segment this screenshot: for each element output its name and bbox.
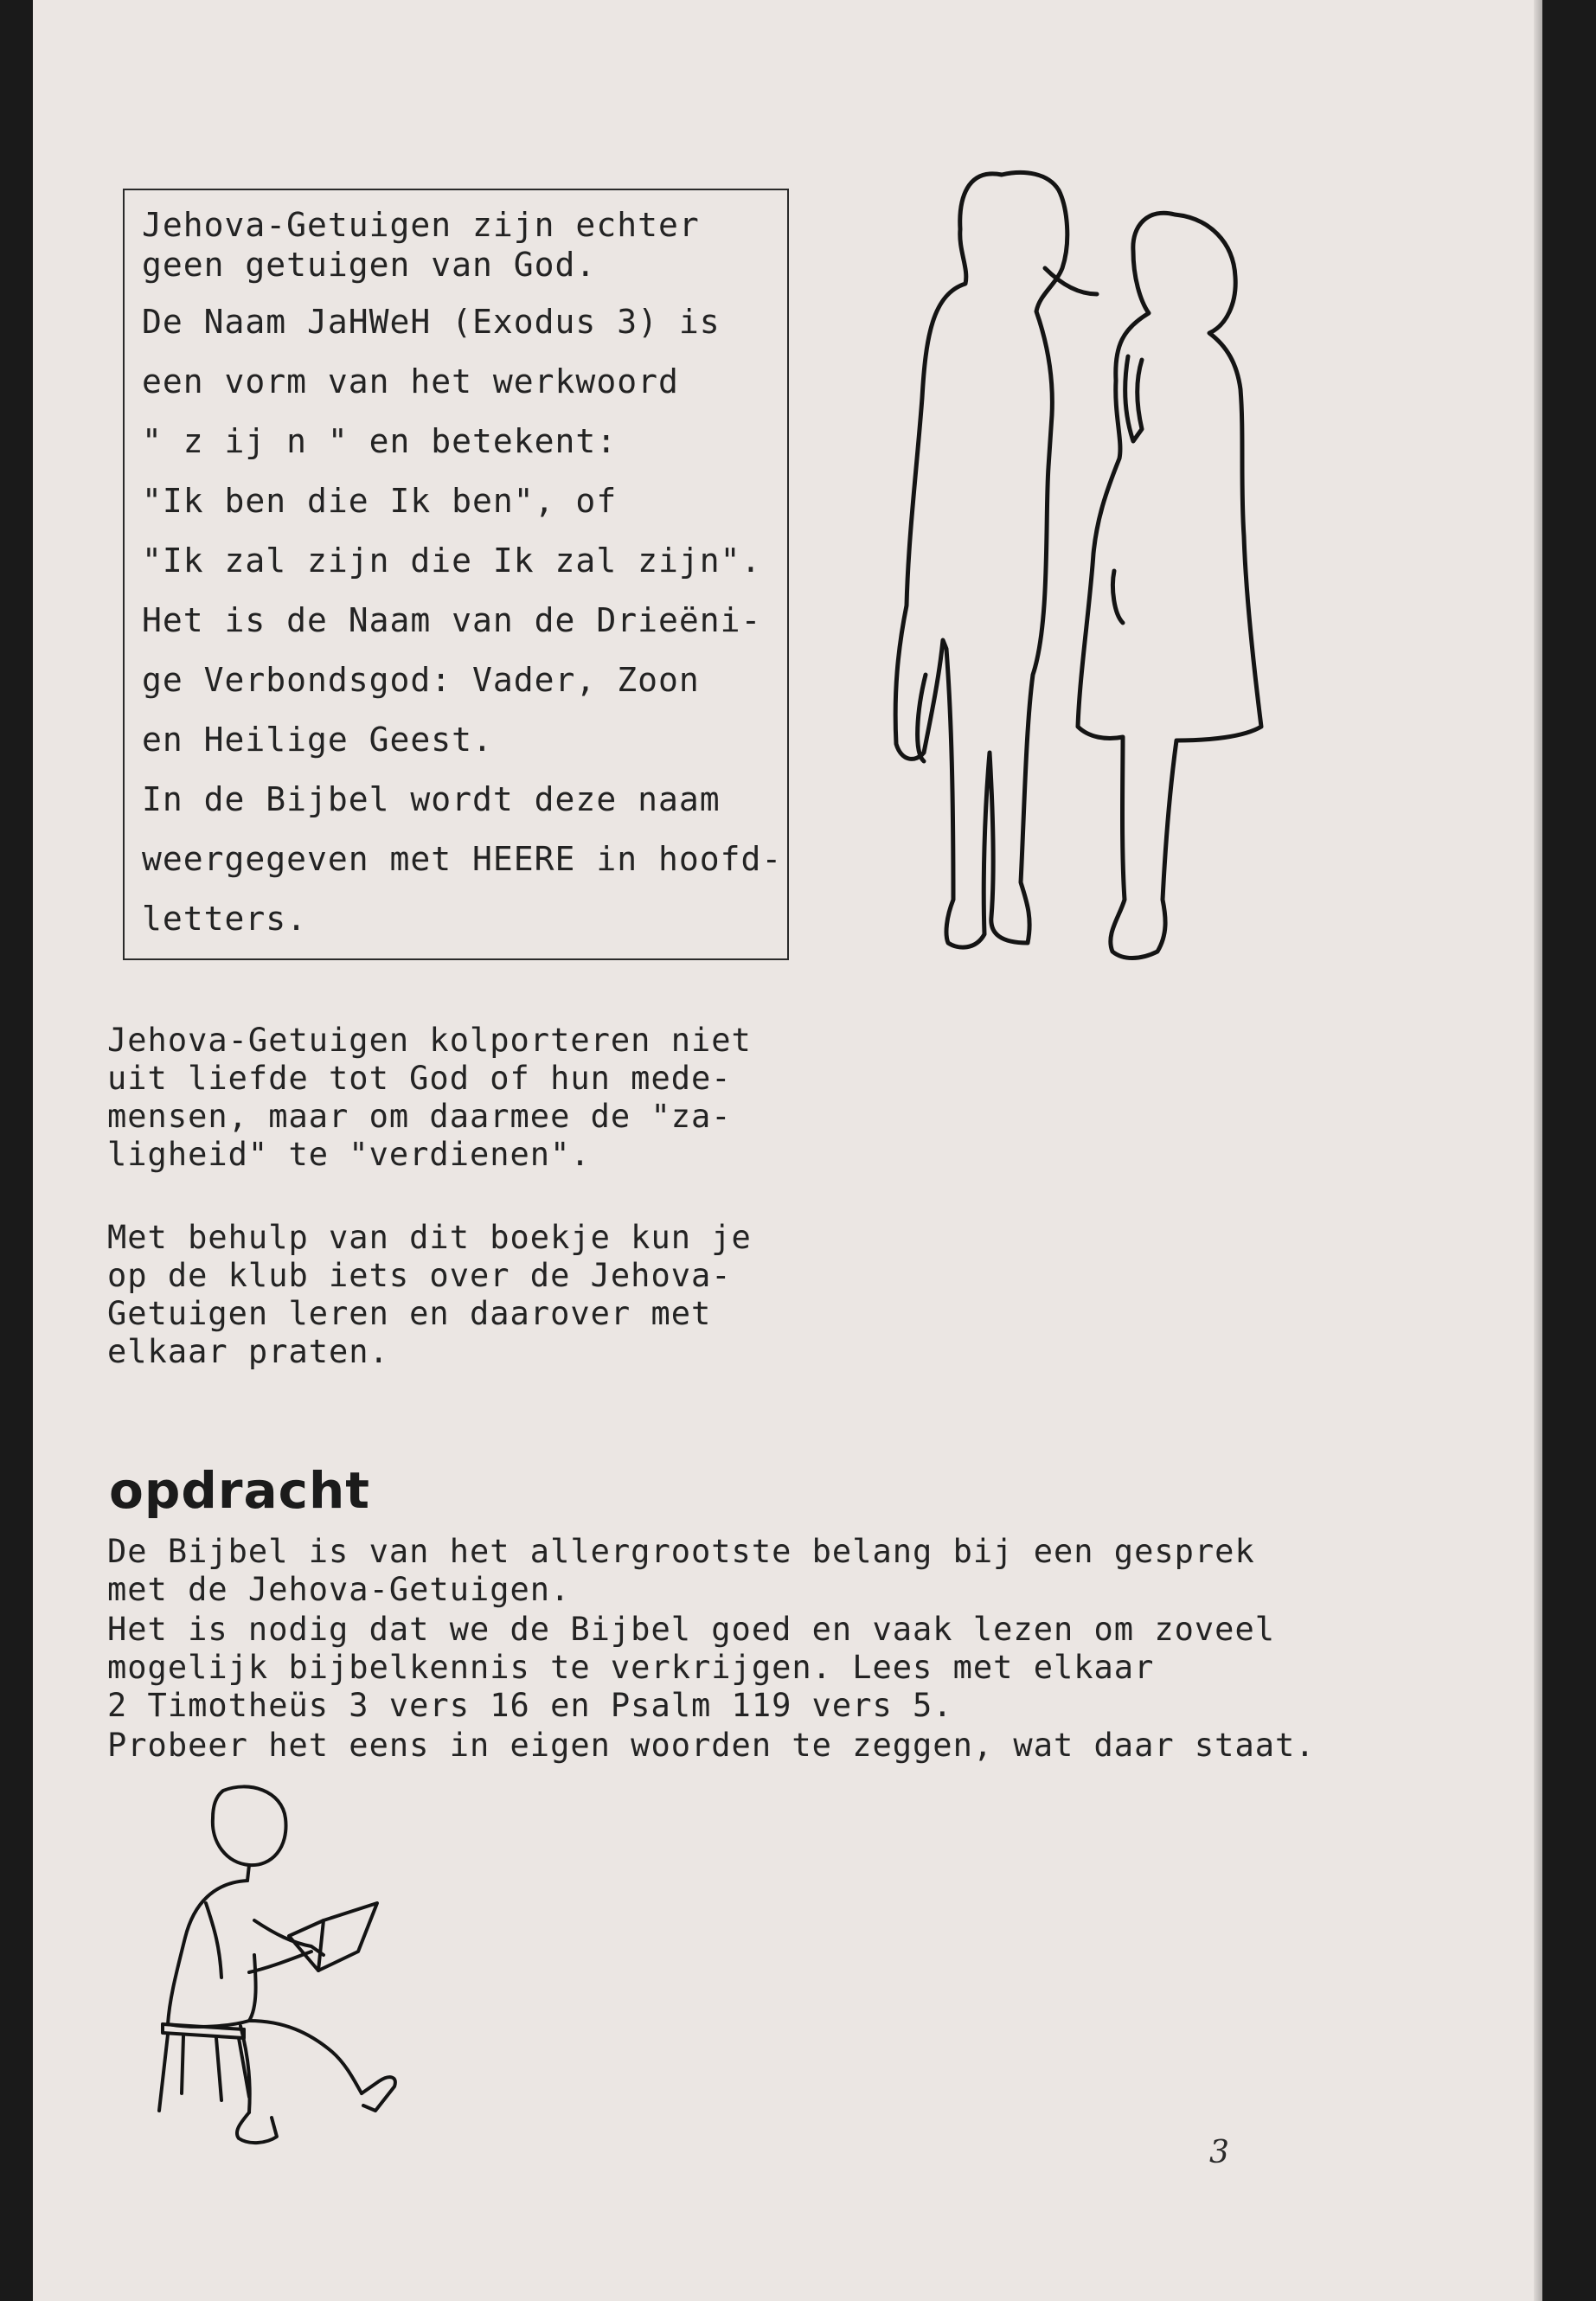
reading-boy-illustration [119,1773,465,2171]
info-box [123,189,789,960]
info-box-line: "Ik ben die Ik ben", of [142,482,618,520]
info-box-line: " z ij n " en betekent: [142,422,618,460]
assignment-heading: opdracht [109,1461,371,1520]
assignment-line: 2 Timotheüs 3 vers 16 en Psalm 119 vers 5. [107,1687,953,1724]
assignment-line: Het is nodig dat we de Bijbel goed en vaak lezen om zoveel [107,1611,1276,1648]
assignment-line: De Bijbel is van het allergrootste belang bij een gesprek [107,1533,1255,1570]
couple-silhouette-illustration [863,156,1313,1012]
info-box-line: Het is de Naam van de Drieëni- [142,601,762,639]
paragraph2-line: Getuigen leren en daarover met [107,1295,712,1332]
page-edge-shadow [1534,0,1542,2301]
paragraph1-line: uit liefde tot God of hun mede- [107,1060,732,1097]
info-box-line: ge Verbondsgod: Vader, Zoon [142,661,700,699]
paragraph2-line: op de klub iets over de Jehova- [107,1257,732,1294]
info-box-line: In de Bijbel wordt deze naam [142,780,721,818]
info-box-line: geen getuigen van God. [142,246,597,284]
document-page [33,0,1542,2301]
assignment-line: met de Jehova-Getuigen. [107,1571,571,1608]
info-box-line: letters. [142,900,308,938]
assignment-line: mogelijk bijbelkennis te verkrijgen. Lees met elkaar [107,1649,1155,1686]
info-box-line: Jehova-Getuigen zijn echter [142,206,700,244]
paragraph2-line: elkaar praten. [107,1333,389,1370]
info-box-line: "Ik zal zijn die Ik zal zijn". [142,542,762,580]
info-box-line: en Heilige Geest. [142,721,493,759]
paragraph2-line: Met behulp van dit boekje kun je [107,1219,752,1256]
paragraph1-line: mensen, maar om daarmee de "za- [107,1098,732,1135]
paragraph1-line: Jehova-Getuigen kolporteren niet [107,1022,752,1059]
info-box-line: een vorm van het werkwoord [142,362,679,401]
page-number: 3 [1209,2135,1229,2170]
paragraph1-line: ligheid" te "verdienen". [107,1136,591,1173]
assignment-line: Probeer het eens in eigen woorden te zeggen, wat daar staat. [107,1727,1316,1764]
info-box-line: weergegeven met HEERE in hoofd- [142,840,783,878]
info-box-line: De Naam JaHWeH (Exodus 3) is [142,303,721,341]
